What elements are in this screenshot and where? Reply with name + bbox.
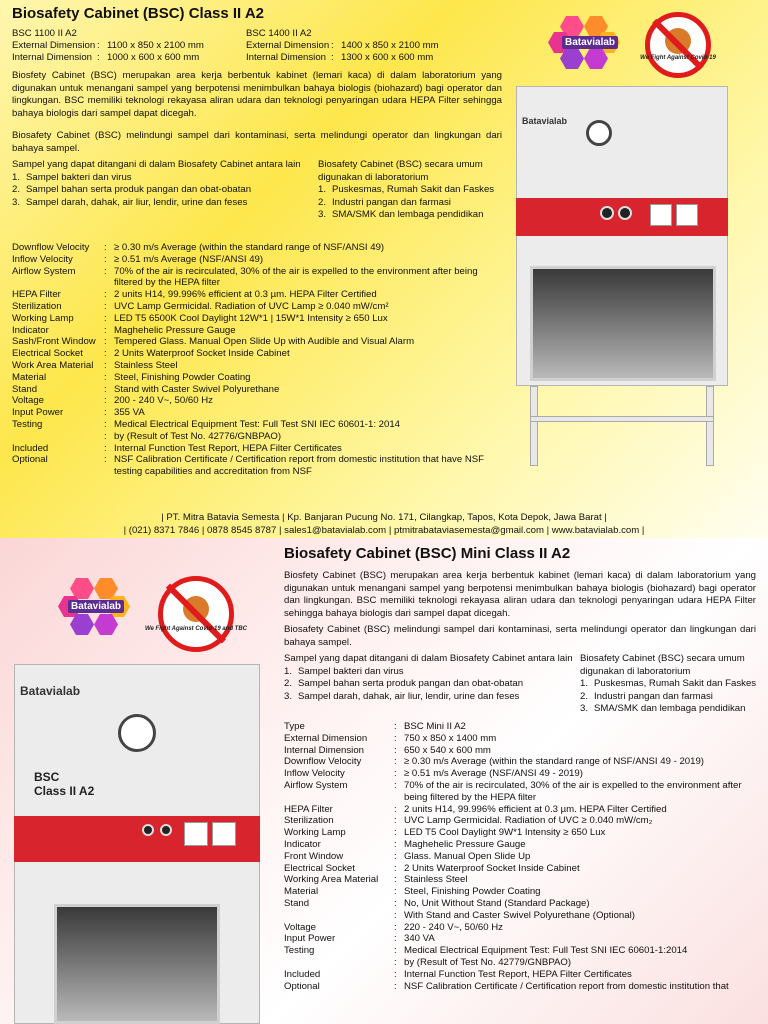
spec-key: External Dimension <box>284 732 368 744</box>
spec-value: NSF Calibration Certificate / Certification report from domestic institution that <box>404 980 729 992</box>
knob-icon <box>600 206 614 220</box>
logo-text: Batavialab <box>68 600 124 613</box>
samples-heading: Sampel yang dapat ditangani di dalam Biosafety Cabinet antara lain <box>12 159 301 170</box>
spec-key: Testing <box>284 945 315 957</box>
covid-slogan: We Fight Against Covid-19 <box>640 54 716 61</box>
spec-row: HEPA Filter : 2 units H14, 99.996% efficient at 0.3 µm. HEPA Filter Certified <box>284 804 762 816</box>
warning-sticker-icon <box>676 204 698 226</box>
samples-list <box>12 172 302 210</box>
spec-value: 2 Units Waterproof Socket Inside Cabinet <box>404 862 580 874</box>
company-address: | PT. Mitra Batavia Semesta | Kp. Banjaran Pucung No. 171, Cilangkap, Tapos, Kota Depok, Jawa Barat | <box>161 512 607 523</box>
top-spec-table <box>12 242 502 478</box>
spec-row: Downflow Velocity : ≥ 0.30 m/s Average (within the standard range of NSF/ANSI 49) <box>12 242 502 254</box>
spec-value: 355 VA <box>114 407 145 419</box>
spec-value: BSC Mini II A2 <box>404 721 466 732</box>
spec-row: Indicator : Maghehelic Pressure Gauge <box>12 325 502 337</box>
batavialab-logo <box>548 14 638 70</box>
spec-key: Electrical Socket <box>12 348 83 360</box>
spec-row: Material : Steel, Finishing Powder Coating <box>284 886 762 898</box>
spec-row: Material : Steel, Finishing Powder Coating <box>12 372 502 384</box>
spec-row: Voltage : 220 - 240 V~, 50/60 Hz <box>284 922 762 934</box>
spec-value: 2 units H14, 99.996% efficient at 0.3 µm. HEPA Filter Certified <box>114 289 377 301</box>
list-item: 1. Sampel bakteri dan virus <box>284 665 404 677</box>
cabinet-model-label: BSC Class II A2 <box>34 770 95 798</box>
spec-row: Optional : NSF Calibration Certificate / Certification report from domestic institution that <box>284 981 762 993</box>
spec-key: Inflow Velocity <box>12 253 73 265</box>
list-item: 3. SMA/SMK dan lembaga pendidikan <box>580 703 746 715</box>
no-covid-icon <box>640 12 716 78</box>
spec-row: Downflow Velocity : ≥ 0.30 m/s Average (within the standard range of NSF/ANSI 49 - 2019) <box>284 756 762 768</box>
spec-row: Input Power : 355 VA <box>12 407 502 419</box>
spec-value: LED T5 Cool Daylight 9W*1 Intensity ≥ 650 Lux <box>404 827 606 839</box>
spec-key: Voltage <box>12 395 45 407</box>
spec-row: Stand : No, Unit Without Stand (Standard Package) <box>284 898 762 910</box>
spec-key: Material <box>284 886 319 898</box>
list-item: 3. Sampel darah, dahak, air liur, lendir, urine dan feses <box>12 196 248 208</box>
list-item: 1. Sampel bakteri dan virus <box>12 171 132 183</box>
spec-row: Working Area Material : Stainless Steel <box>284 874 762 886</box>
spec-value: Maghehelic Pressure Gauge <box>114 324 236 336</box>
spec-row: Type : BSC Mini II A2 <box>284 721 762 733</box>
spec-value: UVC Lamp Germicidal. Radiation of UVC Lamp ≥ 0.040 mW/cm² <box>114 300 389 312</box>
spec-value: 340 VA <box>404 933 435 945</box>
samples-list <box>284 666 574 704</box>
spec-row: Airflow System : 70% of the air is recirculated, 30% of the air is expelled to the environment after being filtered by the HEPA filter <box>284 780 762 804</box>
spec-value: Medical Electrical Equipment Test: Full Test SNI IEC 60601-1: 2014 <box>114 418 400 430</box>
top-intro-paragraph: Biosfety Cabinet (BSC) merupakan area kerja berbentuk kabinet (lemari kaca) di dalam laboratorium yang digunakan untuk menangani sampel yang berpotensi menimbulkan bahaya biologis (biohazard) bagi operator dan lingkungan. BSC memiliki teknologi rekayasa aliran udara dan teknologi penyaringan udara HEPA Filter sehingga bahaya biologis dari sampel dapat dicegah. <box>12 70 502 119</box>
users-heading: Biosafety Cabinet (BSC) secara umum digunakan di laboratorium <box>580 653 745 677</box>
spec-row: Included : Internal Function Test Report, HEPA Filter Certificates <box>12 443 502 455</box>
spec-key: Working Lamp <box>12 312 74 324</box>
spec-key: Work Area Material <box>12 359 94 371</box>
spec-key: HEPA Filter <box>284 803 333 815</box>
bsc-mini-cabinet-image <box>14 664 262 1024</box>
cabinet-brand: Batavialab <box>522 116 568 126</box>
spec-row: Voltage : 200 - 240 V~, 50/60 Hz <box>12 395 502 407</box>
spec-row: Sterilization : UVC Lamp Germicidal. Radiation of UVC Lamp ≥ 0.040 mW/cm² <box>12 301 502 313</box>
spec-value: LED T5 6500K Cool Daylight 12W*1 | 15W*1 Intensity ≥ 650 Lux <box>114 312 388 324</box>
spec-key: Voltage <box>284 921 317 933</box>
spec-row: : With Stand and Caster Swivel Polyurethane (Optional) <box>284 910 762 922</box>
batavialab-logo <box>58 576 148 640</box>
bottom-spec-table <box>284 721 762 992</box>
top-users-block <box>318 159 503 222</box>
list-item: 2. Sampel bahan serta produk pangan dan obat-obatan <box>284 678 524 690</box>
spec-key: Airflow System <box>284 779 348 791</box>
users-heading: Biosafety Cabinet (BSC) secara umum digunakan di laboratorium <box>318 159 483 183</box>
model-2-name: BSC 1400 II A2 <box>246 28 312 39</box>
spec-row: Stand : Stand with Caster Swivel Polyurethane <box>12 384 502 396</box>
spec-key: Internal Dimension <box>284 744 364 756</box>
spec-row: Work Area Material : Stainless Steel <box>12 360 502 372</box>
spec-value: Stainless Steel <box>404 874 468 886</box>
list-item: 1. Puskesmas, Rumah Sakit dan Faskes <box>580 678 757 690</box>
spec-key: Inflow Velocity <box>284 768 345 780</box>
company-contacts: | (021) 8371 7846 | 0878 8545 8787 | sales1@batavialab.com | ptmitrabataviasemesta@gmail.com | www.batavialab.com | <box>123 525 645 536</box>
bottom-title: Biosafety Cabinet (BSC) Mini Class II A2 <box>284 545 571 562</box>
spec-key: Optional <box>284 980 320 992</box>
spec-key: Indicator <box>12 324 49 336</box>
spec-value: 220 - 240 V~, 50/60 Hz <box>404 921 503 933</box>
spec-row: Indicator : Maghehelic Pressure Gauge <box>284 839 762 851</box>
spec-row: Electrical Socket : 2 Units Waterproof Socket Inside Cabinet <box>12 348 502 360</box>
pressure-gauge-icon <box>118 714 156 752</box>
spec-key: Electrical Socket <box>284 862 355 874</box>
model-2-ext-value: 1400 x 850 x 2100 mm <box>341 39 439 51</box>
list-item: 1. Puskesmas, Rumah Sakit dan Faskes <box>318 184 495 196</box>
spec-key: Stand <box>284 897 310 909</box>
list-item: 3. SMA/SMK dan lembaga pendidikan <box>318 209 484 221</box>
spec-row: Internal Dimension : 650 x 540 x 600 mm <box>284 745 762 757</box>
model-1-name: BSC 1100 II A2 <box>12 28 77 39</box>
no-covid-icon <box>144 576 248 652</box>
model-2-int-label: Internal Dimension <box>246 51 326 63</box>
users-list <box>580 678 760 716</box>
top-title: Biosafety Cabinet (BSC) Class II A2 <box>12 5 265 22</box>
spec-row: Sterilization : UVC Lamp Germicidal. Radiation of UVC ≥ 0.040 mW/cm₂ <box>284 815 762 827</box>
spec-value: Steel, Finishing Powder Coating <box>114 371 251 383</box>
spec-row: Sash/Front Window : Tempered Glass. Manual Open Slide Up with Audible and Visual Alarm <box>12 336 502 348</box>
samples-heading: Sampel yang dapat ditangani di dalam Biosafety Cabinet antara lain <box>284 653 573 664</box>
knob-icon <box>618 206 632 220</box>
spec-value: NSF Calibration Certificate / Certification report from domestic institution that have NSF testing capabilities and accreditation from NSF <box>114 454 485 478</box>
spec-value: No, Unit Without Stand (Standard Package) <box>404 897 590 909</box>
spec-row: Input Power : 340 VA <box>284 933 762 945</box>
spec-key: Working Area Material <box>284 874 379 886</box>
model-1-dims: BSC 1100 II A2 External Dimension : 1100 x 850 x 2100 mm Internal Dimension : 1000 x 600 x 600 mm <box>12 28 242 63</box>
spec-value: Tempered Glass. Manual Open Slide Up with Audible and Visual Alarm <box>114 336 415 348</box>
spec-value: 70% of the air is recirculated, 30% of the air is expelled to the environment after being filtered by the HEPA filter <box>114 265 478 289</box>
spec-key: Sterilization <box>12 300 62 312</box>
spec-value: Steel, Finishing Powder Coating <box>404 886 541 898</box>
spec-value: 650 x 540 x 600 mm <box>404 744 491 756</box>
pressure-gauge-icon <box>586 120 612 146</box>
spec-row: Electrical Socket : 2 Units Waterproof Socket Inside Cabinet <box>284 863 762 875</box>
spec-row: Airflow System : 70% of the air is recirculated, 30% of the air is expelled to the environment after being filtered by the HEPA filter <box>12 266 502 290</box>
covid-slogan: We Fight Against Covid-19 and TBC <box>144 626 248 633</box>
spec-value: Internal Function Test Report, HEPA Filter Certificates <box>404 968 632 980</box>
model-1-int-label: Internal Dimension <box>12 51 92 63</box>
users-list <box>318 184 503 222</box>
spec-row: Front Window : Glass. Manual Open Slide Up <box>284 851 762 863</box>
spec-key: Downflow Velocity <box>12 242 90 253</box>
spec-row: HEPA Filter : 2 units H14, 99.996% efficient at 0.3 µm. HEPA Filter Certified <box>12 289 502 301</box>
spec-row: External Dimension : 750 x 850 x 1400 mm <box>284 733 762 745</box>
spec-key <box>12 431 104 443</box>
spec-key: Airflow System <box>12 265 76 277</box>
spec-row: Inflow Velocity : ≥ 0.51 m/s Average (NSF/ANSI 49) <box>12 254 502 266</box>
knob-icon <box>160 824 172 836</box>
spec-key: Material <box>12 371 47 383</box>
spec-value: Medical Electrical Equipment Test: Full Test SNI IEC 60601-1:2014 <box>404 945 688 957</box>
spec-value: Stand with Caster Swivel Polyurethane <box>114 383 280 395</box>
spec-value: Glass. Manual Open Slide Up <box>404 850 531 862</box>
model-2-ext-label: External Dimension <box>246 39 330 51</box>
model-1-ext-value: 1100 x 850 x 2100 mm <box>107 39 204 51</box>
spec-key: Sash/Front Window <box>12 336 96 348</box>
spec-value: ≥ 0.30 m/s Average (within the standard range of NSF/ANSI 49) <box>114 242 385 253</box>
spec-value: ≥ 0.51 m/s Average (NSF/ANSI 49 - 2019) <box>404 768 583 780</box>
model-2-int-value: 1300 x 600 x 600 mm <box>341 51 434 63</box>
spec-row: : by (Result of Test No. 42779/GNBPAO) <box>284 957 762 969</box>
spec-value: UVC Lamp Germicidal. Radiation of UVC ≥ 0.040 mW/cm₂ <box>404 815 653 827</box>
spec-value: 200 - 240 V~, 50/60 Hz <box>114 395 213 407</box>
spec-key: Optional <box>12 454 48 466</box>
spec-row: : by (Result of Test No. 42776/GNBPAO) <box>12 431 502 443</box>
spec-key: Included <box>12 442 49 454</box>
spec-value: by (Result of Test No. 42776/GNBPAO) <box>114 430 282 442</box>
spec-value: by (Result of Test No. 42779/GNBPAO) <box>404 956 572 968</box>
spec-value: 2 units H14, 99.996% efficient at 0.3 µm. HEPA Filter Certified <box>404 803 667 815</box>
spec-key: Testing <box>12 418 43 430</box>
spec-value: Stainless Steel <box>114 359 178 371</box>
bottom-intro-paragraph: Biosfety Cabinet (BSC) merupakan area kerja berbentuk kabinet (lemari kaca) di dalam laboratorium yang digunakan untuk menangani sampel yang berpotensi menimbulkan bahaya biologis (biohazard) bagi operator dan lingkungan. BSC memiliki teknologi rekayasa aliran udara dan teknologi penyaringan udara HEPA Filter sehingga bahaya biologis dari sampel dapat dicegah. <box>284 570 756 619</box>
spec-value: ≥ 0.51 m/s Average (NSF/ANSI 49) <box>114 253 264 265</box>
spec-row: Testing : Medical Electrical Equipment Test: Full Test SNI IEC 60601-1:2014 <box>284 945 762 957</box>
spec-row: Testing : Medical Electrical Equipment Test: Full Test SNI IEC 60601-1: 2014 <box>12 419 502 431</box>
bottom-users-block <box>580 653 760 716</box>
spec-key: Included <box>284 968 321 980</box>
spec-key: Indicator <box>284 838 321 850</box>
top-protect-paragraph: Biosafety Cabinet (BSC) melindungi sampel dari kontaminasi, serta melindungi operator dan lingkungan dari bahaya sampel. <box>12 130 502 154</box>
spec-key: HEPA Filter <box>12 289 61 301</box>
list-item: 3. Sampel darah, dahak, air liur, lendir, urine dan feses <box>284 690 520 702</box>
bottom-samples-block <box>284 653 574 703</box>
list-item: 2. Sampel bahan serta produk pangan dan obat-obatan <box>12 184 252 196</box>
spec-row: Inflow Velocity : ≥ 0.51 m/s Average (NSF/ANSI 49 - 2019) <box>284 768 762 780</box>
spec-key: Sterilization <box>284 815 334 827</box>
spec-key: Input Power <box>12 407 64 419</box>
list-item: 2. Industri pangan dan farmasi <box>580 690 713 702</box>
spec-value: ≥ 0.30 m/s Average (within the standard range of NSF/ANSI 49 - 2019) <box>404 756 704 768</box>
spec-key: Front Window <box>284 850 344 862</box>
model-1-int-value: 1000 x 600 x 600 mm <box>107 51 200 63</box>
spec-value: 2 Units Waterproof Socket Inside Cabinet <box>114 348 290 360</box>
spec-key: Input Power <box>284 933 336 945</box>
logo-text: Batavialab <box>562 36 618 49</box>
model-2-dims: BSC 1400 II A2 External Dimension : 1400 x 850 x 2100 mm Internal Dimension : 1300 x 600 x 600 mm <box>246 28 486 63</box>
spec-value: With Stand and Caster Swivel Polyurethane (Optional) <box>404 909 635 921</box>
spec-row: Working Lamp : LED T5 Cool Daylight 9W*1 Intensity ≥ 650 Lux <box>284 827 762 839</box>
spec-value: Maghehelic Pressure Gauge <box>404 838 526 850</box>
spec-key: Type <box>284 721 305 732</box>
spec-key: Stand <box>12 383 38 395</box>
spec-row: Working Lamp : LED T5 6500K Cool Daylight 12W*1 | 15W*1 Intensity ≥ 650 Lux <box>12 313 502 325</box>
bottom-protect-paragraph: Biosafety Cabinet (BSC) melindungi sampel dari kontaminasi, serta melindungi operator dan lingkungan dari bahaya sampel. <box>284 624 756 648</box>
list-item: 2. Industri pangan dan farmasi <box>318 196 451 208</box>
top-samples-block <box>12 159 302 209</box>
bsc-cabinet-image <box>510 86 760 506</box>
spec-key: Downflow Velocity <box>284 756 362 768</box>
warning-sticker-icon <box>212 822 236 846</box>
spec-value: Internal Function Test Report, HEPA Filter Certificates <box>114 442 342 454</box>
spec-value: 70% of the air is recirculated, 30% of the air is expelled to the environment after being filtered by the HEPA filter <box>404 779 742 803</box>
spec-key <box>284 910 394 922</box>
warning-sticker-icon <box>184 822 208 846</box>
warning-sticker-icon <box>650 204 672 226</box>
spec-row: Optional : NSF Calibration Certificate / Certification report from domestic institution that have NSF testing capabilities and accreditation from NSF <box>12 454 502 478</box>
spec-key: Working Lamp <box>284 827 346 839</box>
spec-value: 750 x 850 x 1400 mm <box>404 732 497 744</box>
bottom-section <box>0 538 768 1024</box>
cabinet-brand: Batavialab <box>20 684 81 698</box>
knob-icon <box>142 824 154 836</box>
model-1-ext-label: External Dimension <box>12 39 96 51</box>
spec-key <box>284 957 394 969</box>
spec-row: Included : Internal Function Test Report, HEPA Filter Certificates <box>284 969 762 981</box>
